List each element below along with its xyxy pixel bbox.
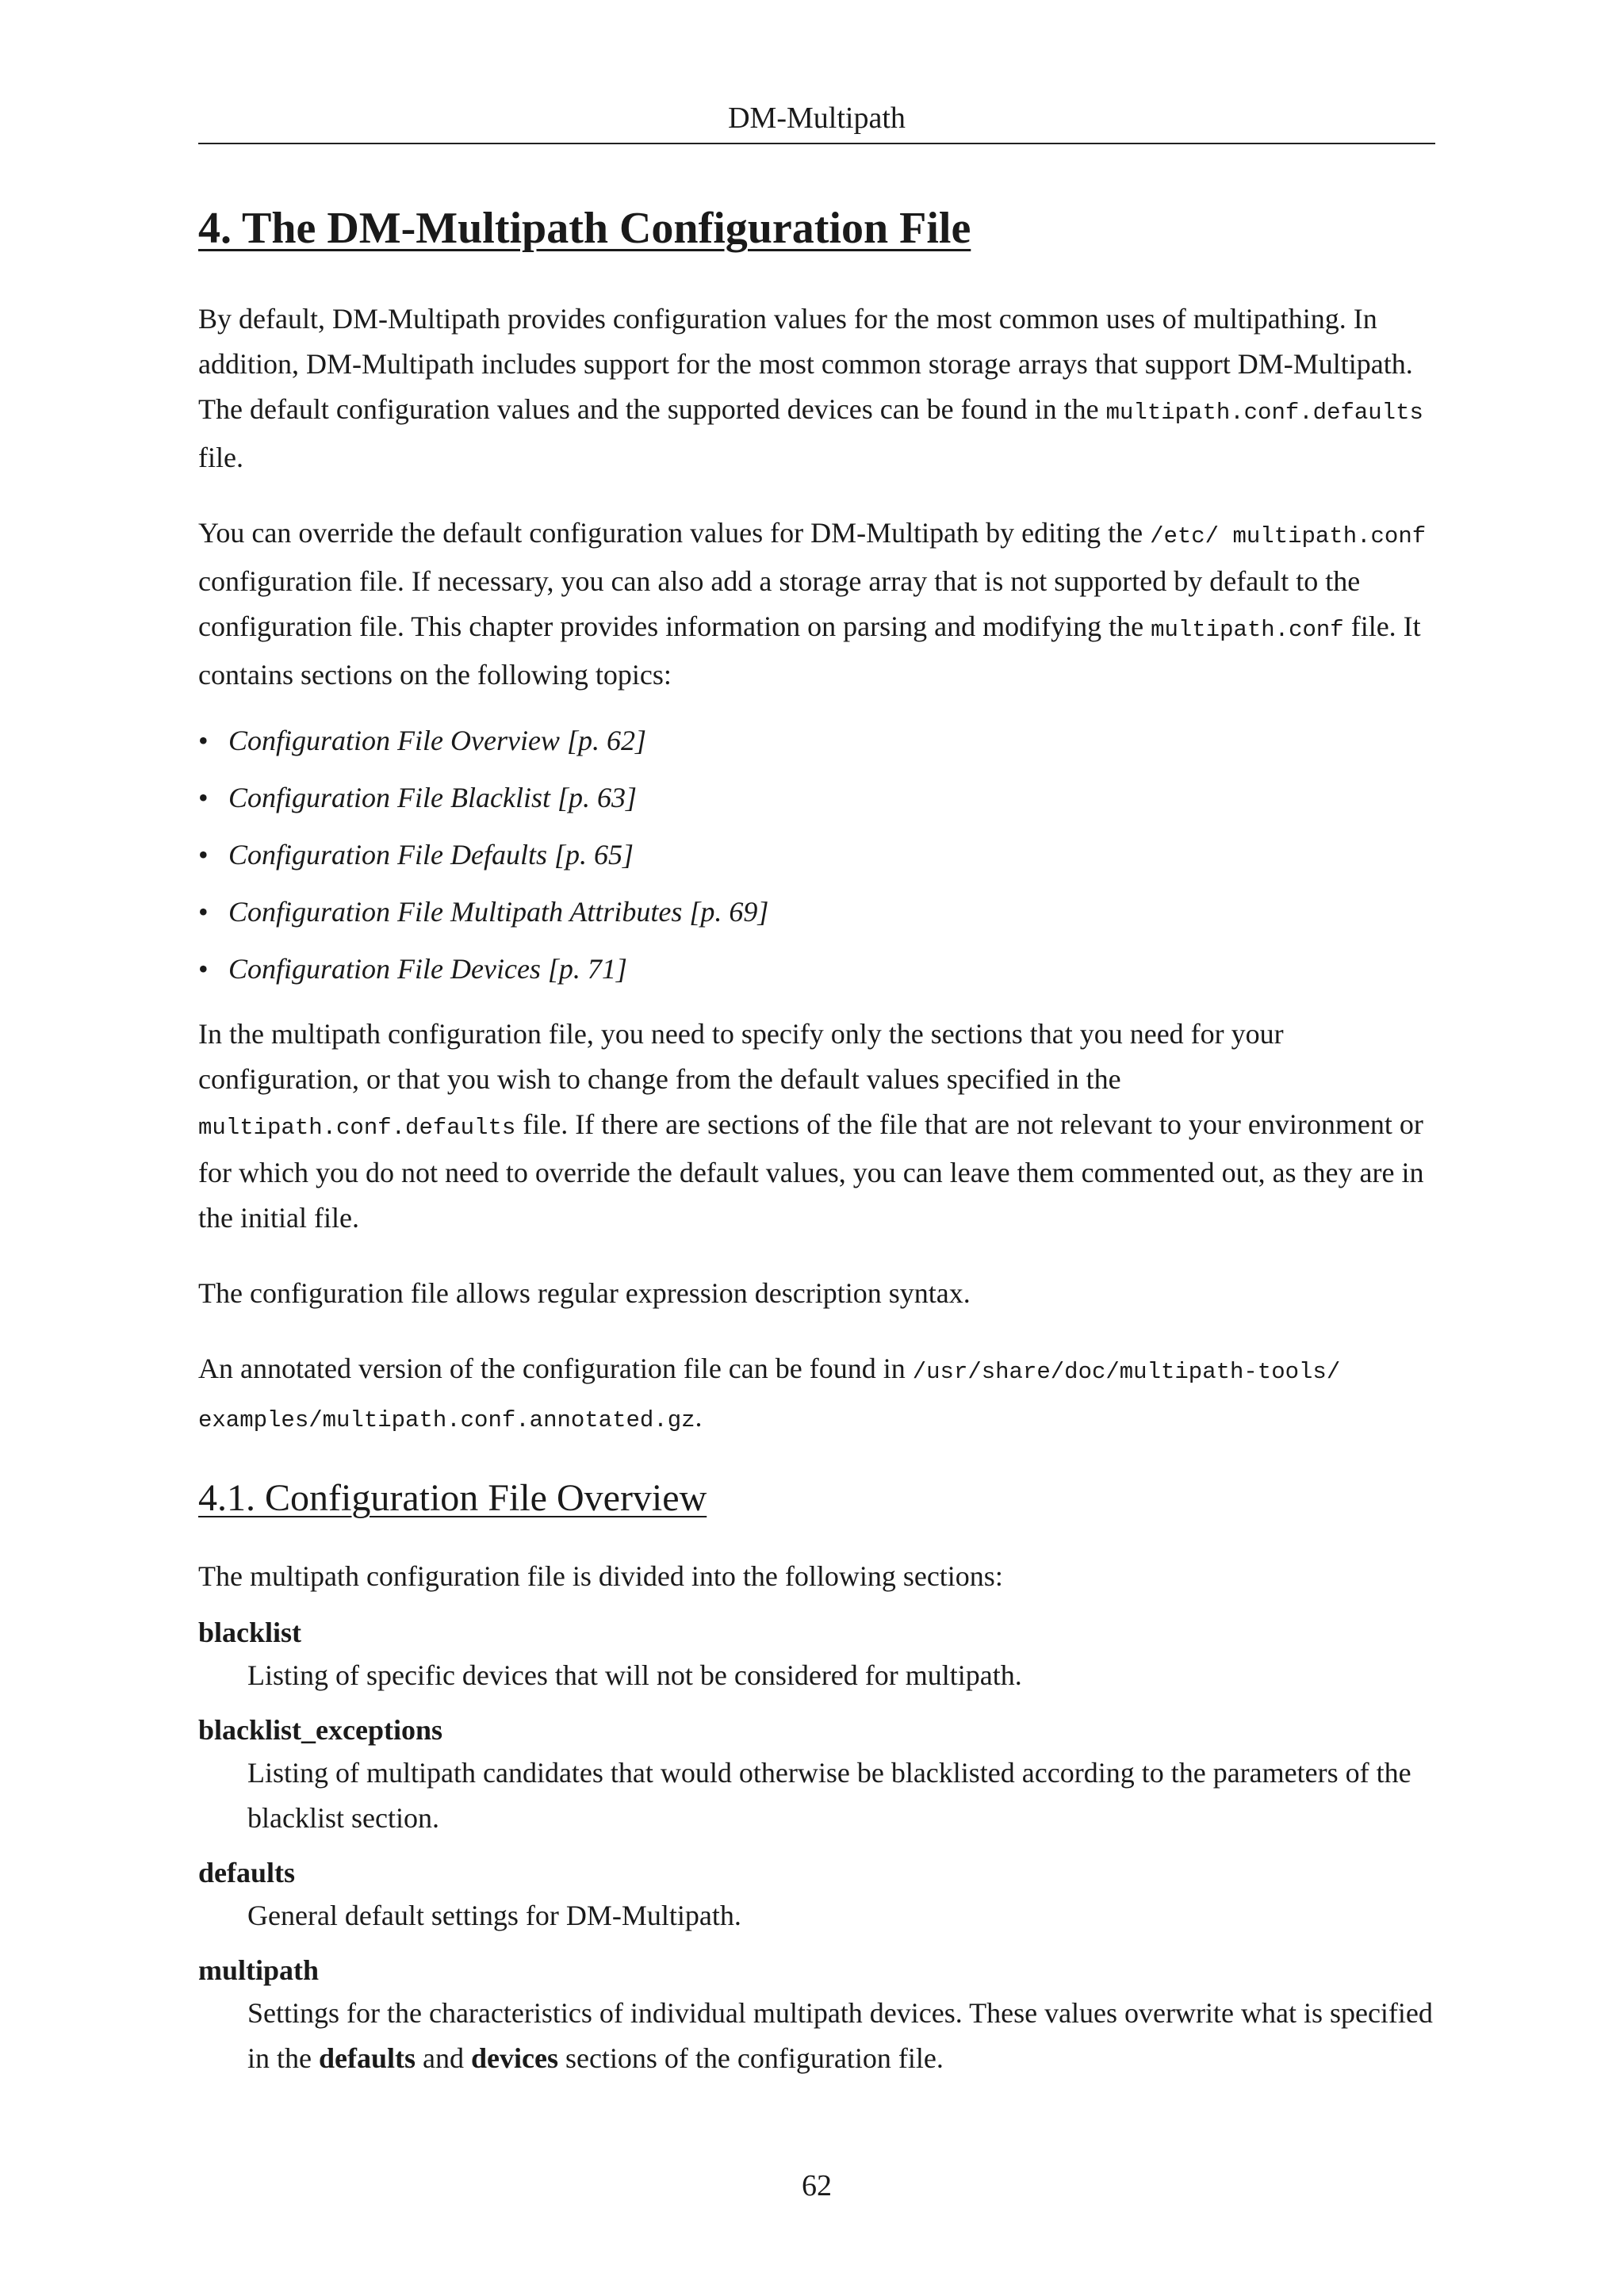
inline-code: multipath.conf.defaults — [1105, 400, 1423, 426]
desc-multipath: Settings for the characteristics of individual multipath devices. These values overwrite what is specified in the defaults and devices sections of the configuration file. — [247, 1997, 1433, 2074]
bullet: • — [198, 953, 209, 985]
bullet: • — [198, 839, 209, 871]
term-blacklist: blacklist — [198, 1617, 302, 1648]
page-content — [198, 198, 1435, 2092]
chapter-heading: 4. The DM-Multipath Configuration File — [198, 204, 971, 253]
inline-code: multipath.conf.defaults — [198, 1115, 516, 1141]
inline-code: multipath.conf — [1151, 617, 1344, 643]
bullet: • — [198, 782, 209, 813]
desc-blacklist-exceptions: Listing of multipath candidates that would otherwise be blacklisted according to the parameters of the blacklist section. — [247, 1757, 1411, 1834]
desc-blacklist: Listing of specific devices that will not be considered for multipath. — [247, 1659, 1022, 1691]
topic-list — [198, 720, 1435, 989]
inline-code: /usr/share/doc/multipath-tools/ examples/multipath.conf.annotated.gz — [198, 1359, 1341, 1433]
paragraph-sections: In the multipath configuration file, you need to specify only the sections that you need for your configuration, or that you wish to change from the default values specified in the multipath.conf.defaults file. If there are sections of the file that are not relevant to your environment or for which you do not need to override the default values, you can leave them commented out, as they are in the initial file. — [198, 1018, 1424, 1234]
term-blacklist-exceptions: blacklist_exceptions — [198, 1714, 443, 1746]
inline-code: /etc/ multipath.conf — [1150, 523, 1427, 549]
paragraph-annotated: An annotated version of the configuration file can be found in /usr/share/doc/multipath-tools/ examples/multipath.conf.annotated.gz. — [198, 1353, 1341, 1433]
paragraph-intro: By default, DM-Multipath provides configuration values for the most common uses of multipathing. In addition, DM-Multipath includes support for the most common storage arrays that support DM-Multipath. The default configuration values and the supported devices can be found in the multipath.conf.defaults file. — [198, 303, 1423, 473]
topic-link-blacklist[interactable]: • Configuration File Blacklist [p. 63] — [198, 777, 1435, 818]
section-heading: 4.1. Configuration File Overview — [198, 1477, 707, 1519]
topic-link-overview[interactable]: • Configuration File Overview [p. 62] — [198, 720, 1435, 761]
term-defaults: defaults — [198, 1857, 296, 1888]
bullet: • — [198, 725, 209, 756]
paragraph-override: You can override the default configuration values for DM-Multipath by editing the /etc/ multipath.conf configuration file. If necessary, you can also add a storage array that is not supported by default to the configuration file. This chapter provides information on parsing and modifying the multipath.conf file. It contains sections on the following topics: — [198, 517, 1427, 691]
term-multipath: multipath — [198, 1954, 320, 1986]
header-rule — [198, 143, 1435, 144]
running-header: DM-Multipath — [728, 101, 906, 135]
section-definition-list — [198, 1612, 1435, 2081]
desc-defaults: General default settings for DM-Multipath. — [247, 1900, 741, 1931]
paragraph-overview-intro: The multipath configuration file is divided into the following sections: — [198, 1560, 1003, 1592]
document-page — [198, 0, 1435, 2296]
page-number: 62 — [802, 2169, 832, 2202]
paragraph-regex: The configuration file allows regular expression description syntax. — [198, 1277, 971, 1309]
topic-link-devices[interactable]: • Configuration File Devices [p. 71] — [198, 948, 1435, 989]
bullet: • — [198, 896, 209, 928]
topic-link-defaults[interactable]: • Configuration File Defaults [p. 65] — [198, 834, 1435, 875]
topic-link-multipath-attributes[interactable]: • Configuration File Multipath Attributes [p. 69] — [198, 891, 1435, 932]
